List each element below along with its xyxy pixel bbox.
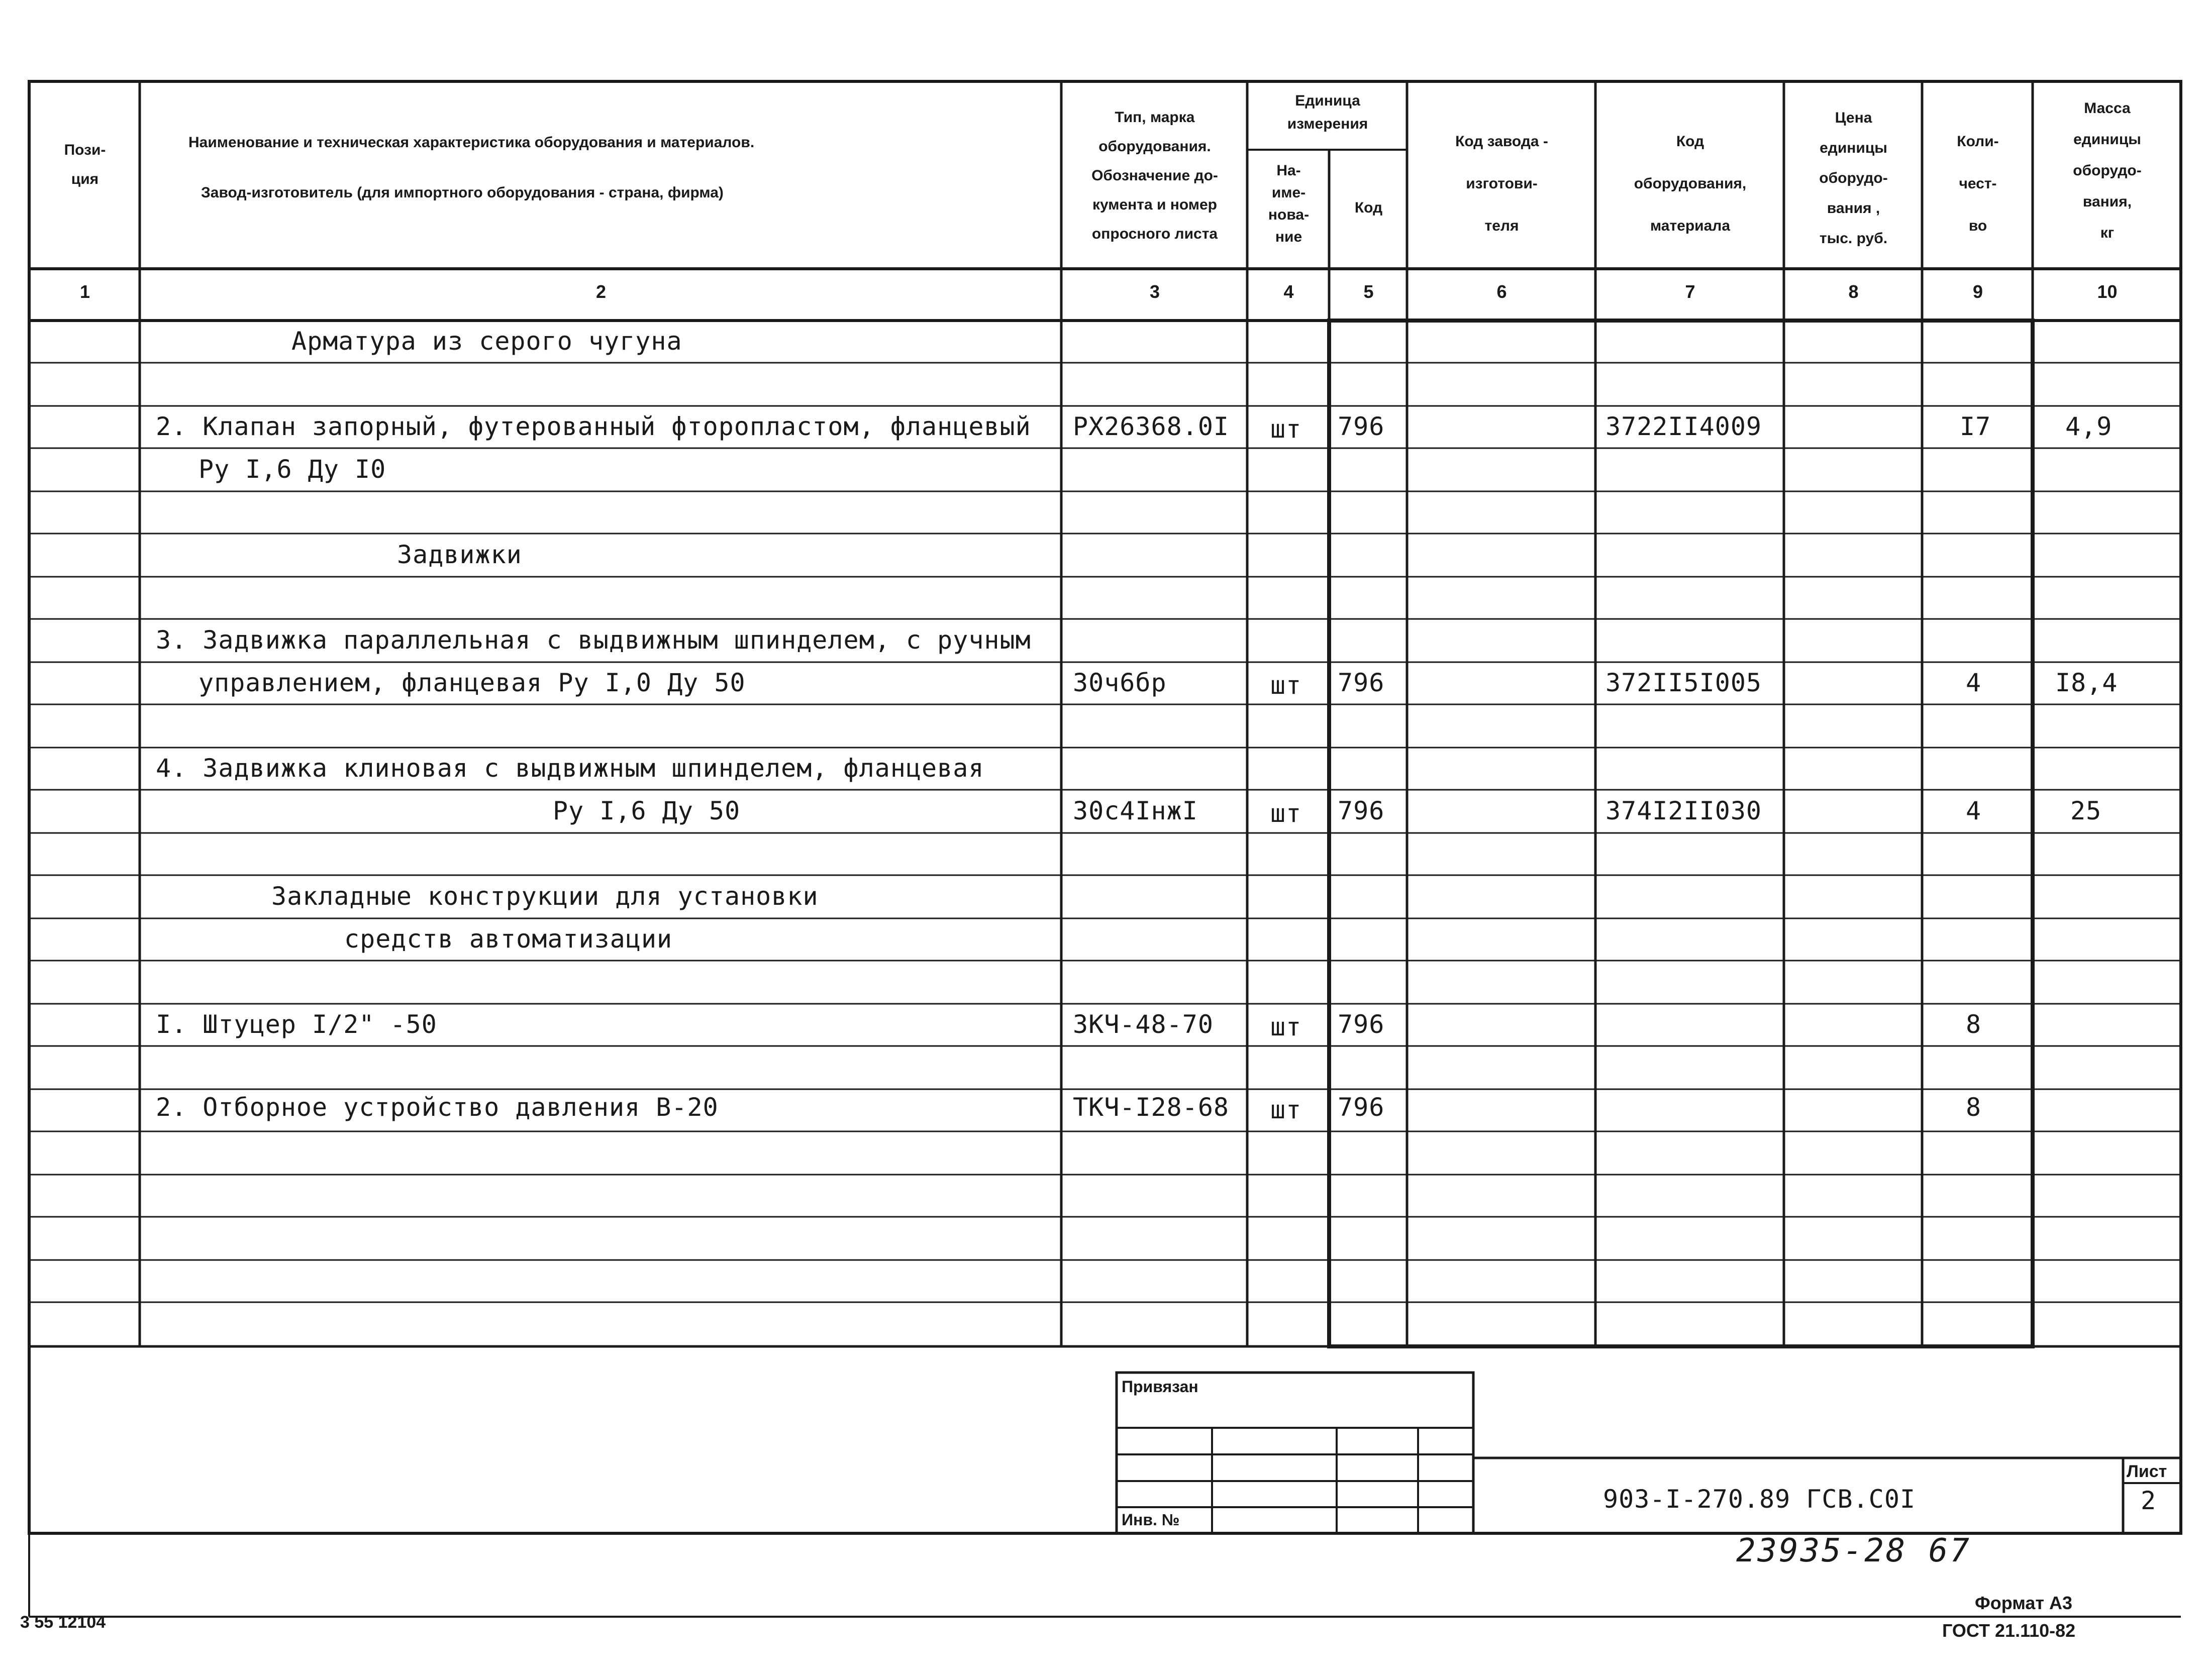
- column-number-1: 1: [79, 281, 90, 302]
- header-col-name-line2: Завод-изготовитель (для импортного оборудования - страна, фирма): [201, 184, 724, 201]
- header-col-equipment-code: Код оборудования, материала: [1634, 133, 1747, 234]
- header-col-quantity: Коли- чест- во: [1957, 133, 1999, 234]
- table-row-quantity: 4: [1966, 796, 1982, 825]
- header-col-position: Пози- ция: [64, 142, 106, 187]
- sheet-number: 2: [2141, 1486, 2157, 1515]
- table-row-name: 4. Задвижка клиновая с выдвижным шпинделем, фланцевая: [156, 754, 984, 783]
- footer-gost: ГОСТ 21.110-82: [1942, 1620, 2076, 1641]
- column-number-9: 9: [1972, 281, 1983, 302]
- column-number-5: 5: [1363, 281, 1374, 302]
- footer-form-code: 3 55 12104: [20, 1613, 106, 1632]
- table-row-type: 30ч6бр: [1073, 668, 1167, 697]
- footer-format: Формат А3: [1975, 1593, 2073, 1613]
- table-row-equipment-code: 374I2II030: [1605, 796, 1762, 825]
- header-col-type: Тип, марка оборудования. Обозначение до- кумента и номер опросного листа: [1091, 109, 1218, 242]
- table-row-type: РХ26368.0I: [1073, 412, 1230, 441]
- table-row-name: I. Штуцер I/2" -50: [156, 1010, 437, 1039]
- column-number-3: 3: [1149, 281, 1160, 302]
- table-row-code: 796: [1338, 1010, 1385, 1039]
- column-number-8: 8: [1848, 281, 1859, 302]
- handwritten-registration-number: 23935-28 67: [1736, 1532, 1971, 1569]
- header-unit-group: Единица измерения: [1287, 92, 1368, 132]
- table-row-unit: шт: [1270, 414, 1302, 444]
- table-row-name-cont: Ру I,6 Ду 50: [553, 796, 741, 825]
- table-row-mass: 4,9: [2065, 412, 2113, 441]
- document-code: 903-I-270.89 ГСВ.С0I: [1603, 1485, 1916, 1514]
- table-row-unit: шт: [1270, 799, 1302, 828]
- table-row-quantity: 8: [1966, 1093, 1982, 1122]
- column-number-6: 6: [1496, 281, 1507, 302]
- table-row-name-cont: Ру I,6 Ду I0: [198, 455, 386, 484]
- table-row-name: 2. Клапан запорный, футерованный фторопластом, фланцевый: [156, 412, 1031, 441]
- table-row-name: 2. Отборное устройство давления В-20: [156, 1093, 719, 1122]
- table-row-quantity: I7: [1960, 412, 1991, 441]
- table-row-quantity: 8: [1966, 1010, 1982, 1039]
- table-row-code: 796: [1338, 668, 1385, 697]
- table-row-mass: I8,4: [2055, 668, 2118, 697]
- column-number-2: 2: [595, 281, 607, 302]
- table-row-unit: шт: [1270, 1095, 1302, 1124]
- table-row-code: 796: [1338, 796, 1385, 825]
- table-row-quantity: 4: [1966, 668, 1982, 697]
- header-col-price: Цена единицы оборудо- вания , тыс. руб.: [1819, 110, 1888, 247]
- table-row-type: ТКЧ-I28-68: [1073, 1093, 1230, 1122]
- table-row-equipment-code: 3722II4009: [1605, 412, 1762, 441]
- table-row-unit: шт: [1270, 1012, 1302, 1041]
- table-row-code: 796: [1338, 412, 1385, 441]
- section-heading-embedded: Закладные конструкции для установки: [271, 882, 819, 911]
- header-col-unit-name: На- име- нова- ние: [1268, 162, 1310, 245]
- header-col-unit-code: Код: [1354, 199, 1383, 216]
- column-number-4: 4: [1283, 281, 1294, 302]
- stamp-privyazan-label: Привязан: [1122, 1378, 1198, 1396]
- stamp-inventory-label: Инв. №: [1122, 1511, 1180, 1529]
- table-row-name: 3. Задвижка параллельная с выдвижным шпинделем, с ручным: [156, 625, 1031, 655]
- section-heading-gray-iron: Арматура из серого чугуна: [291, 327, 682, 356]
- column-number-7: 7: [1685, 281, 1695, 302]
- table-row-equipment-code: 372II5I005: [1605, 668, 1762, 697]
- table-row-unit: шт: [1270, 671, 1302, 700]
- header-col-mass: Масса единицы оборудо- вания, кг: [2073, 100, 2142, 241]
- table-row-mass: 25: [2070, 796, 2102, 825]
- section-heading-embedded-cont: средств автоматизации: [344, 924, 673, 954]
- table-row-name-cont: управлением, фланцевая Ру I,0 Ду 50: [198, 668, 746, 697]
- table-row-type: ЗКЧ-48-70: [1073, 1010, 1214, 1039]
- sheet-label: Лист: [2127, 1462, 2167, 1481]
- table-row-code: 796: [1338, 1093, 1385, 1122]
- header-col-factory-code: Код завода - изготови- теля: [1455, 133, 1548, 234]
- section-heading-valves: Задвижки: [397, 540, 522, 569]
- column-number-10: 10: [2097, 281, 2118, 302]
- header-col-name-line1: Наименование и техническая характеристика оборудования и материалов.: [188, 134, 755, 151]
- table-row-type: 30с4IнжI: [1073, 796, 1198, 825]
